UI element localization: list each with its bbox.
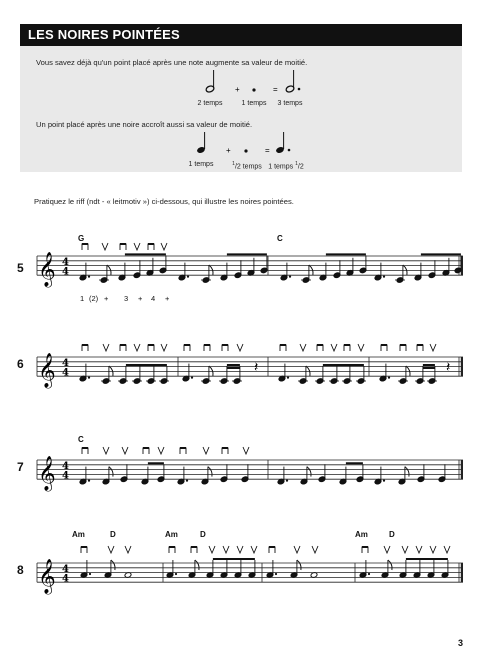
quarter-rest-icon: 𝄽 — [446, 359, 451, 376]
staff-system-5 — [0, 248, 500, 288]
time-signature-top: 4 — [62, 461, 69, 473]
note — [454, 255, 462, 273]
dot-equation-2 — [20, 24, 462, 172]
up-bow-icon — [237, 546, 243, 553]
caption-1-temps-a: 1 temps — [188, 161, 214, 168]
note — [133, 260, 141, 278]
time-signature-bottom: 4 — [62, 573, 69, 585]
up-bow-icon — [209, 546, 215, 553]
intro-text: Vous savez déjà qu'un point placé après une note augmente sa valeur de moitié. — [36, 58, 308, 67]
staff-system-6 — [0, 349, 500, 389]
time-signature-bottom: 4 — [62, 367, 69, 379]
up-bow-icon — [102, 243, 108, 250]
final-barline — [461, 563, 463, 582]
page-number: 3 — [458, 638, 464, 648]
time-signature-top: 4 — [62, 358, 69, 370]
section-title: LES NOIRES POINTÉES — [28, 27, 180, 42]
note — [398, 366, 410, 384]
up-bow-icon — [161, 243, 167, 250]
note — [438, 464, 446, 482]
caption-1-temps: 1 temps — [241, 100, 267, 107]
note — [356, 464, 364, 482]
plus-sign: + — [235, 85, 240, 94]
dot-icon — [244, 149, 247, 152]
up-bow-icon — [122, 447, 128, 454]
note — [298, 366, 310, 384]
chord-symbol: C — [277, 234, 283, 243]
treble-clef-icon: 𝄞 — [38, 559, 56, 595]
plus-sign: + — [226, 146, 231, 155]
up-bow-icon — [103, 447, 109, 454]
up-bow-icon — [203, 447, 209, 454]
count-label: + — [165, 294, 170, 303]
note — [201, 366, 213, 384]
note — [395, 265, 407, 283]
note — [159, 366, 169, 384]
system-number-7: 7 — [17, 460, 24, 474]
caption-2-temps: 2 temps — [197, 100, 223, 107]
system-number-6: 6 — [17, 357, 24, 371]
note — [120, 464, 128, 482]
riff-instruction: Pratiquez le riff (ndt - « leitmotiv ») ci-dessous, qui illustre les noires pointées. — [34, 197, 294, 206]
note — [201, 265, 213, 283]
equals-sign: = — [273, 85, 278, 94]
up-bow-icon — [294, 546, 300, 553]
bowing-marks-6 — [0, 341, 500, 353]
treble-clef-icon: 𝄞 — [38, 456, 56, 492]
up-bow-icon — [416, 546, 422, 553]
bowing-marks-7 — [0, 444, 500, 456]
count-label: (2) — [89, 294, 99, 303]
note — [318, 464, 326, 482]
count-label: 1 — [80, 294, 85, 303]
up-bow-icon — [384, 546, 390, 553]
count-label: 3 — [124, 294, 129, 303]
up-bow-icon — [358, 344, 364, 351]
note — [359, 255, 367, 273]
info-box — [20, 24, 462, 172]
note — [146, 366, 156, 384]
note — [329, 366, 339, 384]
up-bow-icon — [300, 344, 306, 351]
quarter-note-icon — [196, 132, 205, 154]
treble-clef-icon: 𝄞 — [38, 252, 56, 288]
chord-symbol: C — [78, 435, 84, 444]
final-barline — [461, 460, 463, 479]
chord-symbol: Am — [165, 530, 178, 539]
up-bow-icon — [243, 447, 249, 454]
note — [315, 366, 325, 384]
note — [333, 260, 341, 278]
up-bow-icon — [331, 344, 337, 351]
note — [260, 255, 268, 273]
note — [220, 464, 228, 482]
bowing-marks-5 — [0, 240, 500, 252]
note — [301, 265, 313, 283]
note — [101, 366, 113, 384]
system-number-5: 5 — [17, 261, 24, 275]
second-text: Un point placé après une noire accroît aussi sa valeur de moitié. — [36, 120, 253, 129]
count-label: + — [104, 294, 109, 303]
up-bow-icon — [430, 344, 436, 351]
up-bow-icon — [223, 546, 229, 553]
note — [428, 260, 436, 278]
up-bow-icon — [125, 546, 131, 553]
treble-clef-icon: 𝄞 — [38, 353, 56, 389]
up-bow-icon — [134, 344, 140, 351]
equals-sign: = — [265, 146, 270, 155]
up-bow-icon — [158, 447, 164, 454]
up-bow-icon — [161, 344, 167, 351]
chord-symbol: G — [78, 234, 85, 243]
time-signature-bottom: 4 — [62, 266, 69, 278]
dotted-quarter-note-icon — [275, 132, 290, 154]
up-bow-icon — [251, 546, 257, 553]
chord-symbol: Am — [72, 530, 85, 539]
time-signature-top: 4 — [62, 257, 69, 269]
up-bow-icon — [237, 344, 243, 351]
up-bow-icon — [312, 546, 318, 553]
up-bow-icon — [103, 344, 109, 351]
up-bow-icon — [108, 546, 114, 553]
up-bow-icon — [402, 546, 408, 553]
staff-system-8 — [0, 555, 500, 595]
count-label: + — [138, 294, 143, 303]
up-bow-icon — [444, 546, 450, 553]
time-signature-bottom: 4 — [62, 470, 69, 482]
time-signature-top: 4 — [62, 564, 69, 576]
up-bow-icon — [430, 546, 436, 553]
up-bow-icon — [134, 243, 140, 250]
note — [356, 366, 366, 384]
caption-half-temps: $^1$/2 temps — [232, 161, 262, 171]
note — [159, 255, 167, 273]
staff-system-7 — [0, 452, 500, 492]
note — [417, 464, 425, 482]
chord-symbol: D — [110, 530, 116, 539]
note — [132, 366, 142, 384]
caption-1-half-temps: 1 temps $^1$/2 — [268, 161, 304, 171]
chord-symbol: D — [200, 530, 206, 539]
note — [157, 464, 165, 482]
quarter-rest-icon: 𝄽 — [254, 359, 259, 376]
final-barline — [461, 357, 463, 376]
caption-3-temps: 3 temps — [277, 100, 303, 107]
note — [241, 464, 249, 482]
chord-symbol: Am — [355, 530, 368, 539]
note — [342, 366, 352, 384]
count-label: 4 — [151, 294, 156, 303]
chord-symbol: D — [389, 530, 395, 539]
system-number-8: 8 — [17, 563, 24, 577]
bowing-marks-8 — [0, 543, 500, 555]
note — [234, 260, 242, 278]
note — [99, 265, 111, 283]
note — [118, 366, 128, 384]
